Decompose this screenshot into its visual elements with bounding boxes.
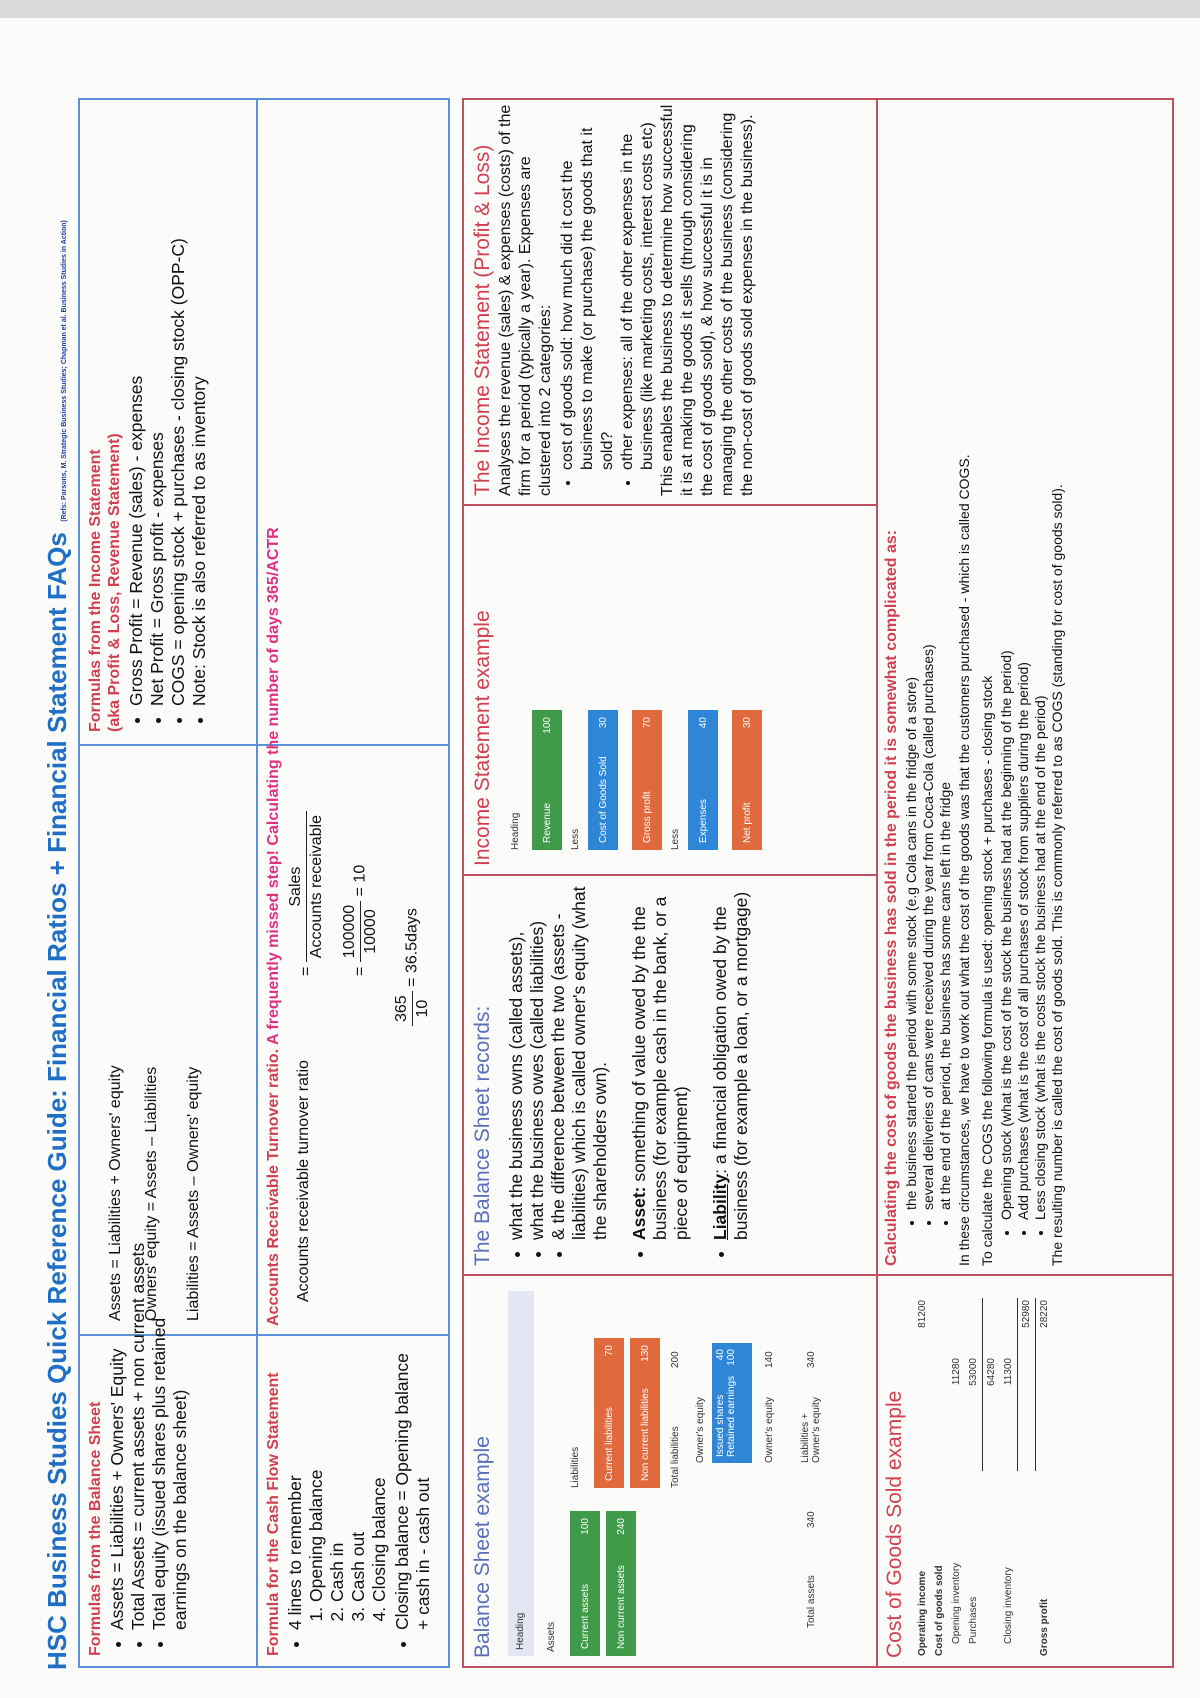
fraction-numerator: 365 xyxy=(392,991,413,1026)
owners-equity-total-label: Owner's equity xyxy=(764,1397,775,1463)
income-intro: Analyses the revenue (sales) & expenses (costs) of the firm for a period (typically a year). Expenses are clustered into 2 categories: xyxy=(497,104,554,496)
list-item: 1. Opening balance xyxy=(306,1346,327,1602)
owners-equity-label: Owner's equity xyxy=(695,1397,706,1463)
retained-earnings-label: Retained earnings xyxy=(726,1375,737,1457)
table-row xyxy=(1018,1298,1036,1658)
cogs-chip xyxy=(588,710,618,850)
row-label: Closing inventory xyxy=(1003,1567,1015,1644)
divider xyxy=(256,100,258,1666)
list-item: 2. Cash in xyxy=(327,1346,348,1602)
chip-label: Cost of Goods Sold xyxy=(597,756,609,843)
expenses-chip xyxy=(688,710,718,850)
list-item: • Note: Stock is also referred to as inventory xyxy=(189,102,210,706)
balance-example-title: Balance Sheet example xyxy=(471,1436,494,1658)
divider xyxy=(876,100,878,1666)
chip-label: Net profit xyxy=(741,802,753,843)
ar-days xyxy=(392,908,433,1026)
issued-shares-value: 40 xyxy=(715,1349,726,1361)
list-item: • what the business owns (called assets), xyxy=(506,886,527,1240)
income-formulas xyxy=(86,102,252,732)
formulas-box xyxy=(78,98,450,1668)
row-value: 11280 xyxy=(951,1358,962,1386)
chip-value: 240 xyxy=(615,1518,627,1535)
list-item: • several deliveries of cans were received during the year from Coca-Cola (called purchases) xyxy=(920,106,937,1210)
asset-definition xyxy=(629,886,692,1240)
ar-label: Accounts receivable turnover ratio xyxy=(295,1060,312,1302)
row-value: 53000 xyxy=(965,1298,983,1471)
current-assets-chip xyxy=(570,1511,600,1656)
equity-block xyxy=(712,1343,752,1463)
fraction-numerator: 100000 xyxy=(340,901,361,962)
heading-label: Heading xyxy=(515,1612,526,1650)
chip-value: 30 xyxy=(597,717,609,729)
ar-formula xyxy=(286,811,327,976)
row-label xyxy=(983,1471,1001,1658)
liab-plus-equity-label: Liabilities + Owner's equity xyxy=(800,1397,822,1463)
balance-sheet-example xyxy=(470,1282,870,1658)
liabilities-label: Liabilities xyxy=(570,1446,581,1488)
table-row xyxy=(914,1298,931,1658)
less-label: Less xyxy=(670,828,681,850)
table-row xyxy=(1036,1298,1054,1658)
heading-label: Heading xyxy=(510,812,521,850)
list-item: • cost of goods sold: how much did it cost the business to make (or purchase) the goods that it sold? xyxy=(558,104,618,470)
list-item: • Add purchases (what is the cost of all purchases of stock from suppliers during the period) xyxy=(1015,106,1032,1220)
divider xyxy=(464,874,876,876)
cogs-example xyxy=(882,1282,1167,1658)
row-value: 64280 xyxy=(986,1358,997,1386)
divider xyxy=(464,504,876,506)
cogs-example-title: Cost of Goods Sold example xyxy=(883,1390,906,1658)
cogs-explanation xyxy=(882,106,1167,1266)
list-item: • the business started the period with some stock (e.g Cola cans in the fridge of a store) xyxy=(903,106,920,1210)
fraction-denominator: 10 xyxy=(414,999,431,1018)
statements-box xyxy=(462,98,1174,1668)
ar-calc xyxy=(340,865,381,976)
gross-profit-chip xyxy=(632,710,662,850)
balance-records-title: The Balance Sheet records: xyxy=(471,1005,494,1266)
table-row xyxy=(983,1298,1001,1658)
owners-equity-total-value: 140 xyxy=(764,1351,775,1368)
fraction-denominator: 10000 xyxy=(362,909,379,954)
chip-label: Non current assets xyxy=(615,1565,627,1649)
table-row xyxy=(1000,1298,1018,1658)
asset-term: Asset: xyxy=(629,1186,649,1240)
income-closing: This enables the business to determine how successful it is at making the goods it sells (through considering the cost of goods sold), & how successful it is in managing the other costs of the business (considering the non-cost of goods sold expenses in the business). xyxy=(659,104,756,496)
income-statement-explainer xyxy=(470,104,870,496)
equation: Owners' equity = Assets – Liabilities xyxy=(143,1066,160,1321)
table-row xyxy=(965,1298,983,1658)
assets-label: Assets xyxy=(546,1621,557,1652)
liability-definition xyxy=(710,886,752,1240)
heading-bar xyxy=(508,1291,534,1656)
table-row xyxy=(931,1298,948,1658)
row-value xyxy=(931,1298,948,1471)
cogs-paragraph: In these circumstances, we have to work out what the cost of the goods was that the customers purchased - which is called COGS. xyxy=(956,454,972,1266)
equation: Assets = Liabilities + Owners' equity xyxy=(107,1065,124,1321)
list-item: • Closing balance = Opening balance + cash in - cash out xyxy=(392,1346,434,1630)
cogs-paragraph: The resulting number is called the cost of goods sold. This is commonly referred to as COGS (standing for cost of goods sold). xyxy=(1049,484,1065,1266)
document-page xyxy=(0,18,1200,1698)
chip-value: 40 xyxy=(697,717,709,729)
non-current-liabilities-chip xyxy=(630,1338,660,1488)
row-value: 28220 xyxy=(1039,1300,1050,1328)
income-formulas-heading: Formulas from the Income Statement xyxy=(87,449,104,732)
table-row xyxy=(948,1298,965,1658)
chip-value: 130 xyxy=(639,1345,651,1362)
balance-formulas-heading: Formulas from the Balance Sheet xyxy=(87,1401,104,1656)
net-profit-chip xyxy=(732,710,762,850)
chip-value: 100 xyxy=(579,1518,591,1535)
list-item: • & the difference between the two (assets - liabilities) which is called owner's equity (what the shareholders own). xyxy=(548,886,611,1240)
income-formulas-subheading: (aka Profit & Loss, Revenue Statement) xyxy=(106,433,123,732)
list-item: • Total equity (issued shares plus retained earnings on the balance sheet) xyxy=(149,1310,191,1630)
row-label: Operating income xyxy=(917,1570,928,1656)
chip-label: Non current liabilities xyxy=(639,1388,651,1481)
income-statement-title: The Income Statement (Profit & Loss) xyxy=(471,144,494,496)
list-item: • other expenses: all of the other expenses in the business (like marketing costs, interest costs etc) xyxy=(618,104,658,470)
equation: Liabilities = Assets – Owners' equity xyxy=(185,1066,202,1321)
row-label: Purchases xyxy=(968,1596,980,1644)
row-value: 52980 xyxy=(1018,1298,1036,1471)
chip-value: 70 xyxy=(641,717,653,729)
row-label: Opening inventory xyxy=(951,1562,962,1644)
liability-text: : a financial obligation owed by the business (for example a loan, or a mortgage) xyxy=(710,891,751,1240)
chip-label: Gross profit xyxy=(641,791,653,843)
row-value: 81200 xyxy=(917,1300,928,1328)
income-statement-example xyxy=(470,511,870,866)
ar-heading-red: Accounts Receivable Turnover ratio. xyxy=(265,1048,282,1326)
retained-earnings-value: 100 xyxy=(726,1349,737,1366)
asset-text: something of value owed by the the business (for example cash in the bank, or a piece of equipment) xyxy=(629,896,691,1240)
row-label: Cost of goods sold xyxy=(934,1565,945,1656)
liab-plus-equity-value: 340 xyxy=(806,1351,817,1368)
list-item: • at the end of the period, the business has some cans left in the fridge xyxy=(937,106,954,1210)
document-title: HSC Business Studies Quick Reference Guide: Financial Ratios + Financial Statement FAQs xyxy=(42,532,72,1670)
liability-term: Liability xyxy=(710,1173,730,1240)
list-item: • what the business owes (called liabilities) xyxy=(527,886,548,1240)
result: = 36.5days xyxy=(403,908,421,987)
total-liabilities-label: Total liabilities xyxy=(670,1426,681,1488)
list-item: 3. Cash out xyxy=(348,1346,369,1602)
references: (Refs: Parsons, M. Strategic Business Studies; Chapman et al. Business Studies in Action) xyxy=(61,220,68,522)
chip-label: Current assets xyxy=(579,1583,591,1649)
cogs-paragraph: To calculate the COGS the following formula is used: opening stock + purchases - closing stock xyxy=(979,675,995,1266)
row-value: 11300 xyxy=(1000,1298,1018,1471)
total-assets-label: Total assets xyxy=(806,1575,817,1628)
list-item: • Less closing stock (what is the costs stock the business had at the end of the period) xyxy=(1032,106,1049,1220)
chip-label: Current liabilities xyxy=(603,1407,615,1481)
chip-value: 30 xyxy=(741,717,753,729)
list-item: • Assets = Liabilities + Owners' Equity xyxy=(107,786,128,1630)
list-item: • Opening stock (what is the cost of the stock the business had at the beginning of the period) xyxy=(998,106,1015,1220)
result: = 10 xyxy=(351,864,369,897)
list-item: • Total Assets = current assets + non current assets xyxy=(128,786,149,1630)
cash-flow-formula xyxy=(264,1346,444,1656)
row-label: Gross profit xyxy=(1038,1598,1050,1656)
landscape-content xyxy=(40,78,1180,1678)
issued-shares-label: Issued shares xyxy=(715,1394,726,1457)
current-liabilities-chip xyxy=(594,1338,624,1488)
scan-edge xyxy=(0,0,1200,18)
total-liabilities-value: 200 xyxy=(670,1351,681,1368)
equations xyxy=(106,761,246,1321)
cogs-heading: Calculating the cost of goods the business has sold in the period it is somewhat complicated as: xyxy=(883,529,900,1266)
list-item: 4. Closing balance xyxy=(369,1346,390,1602)
list-item: • Gross Profit = Revenue (sales) - expenses xyxy=(126,102,147,706)
fraction-numerator: Sales xyxy=(286,811,307,962)
ar-heading xyxy=(264,106,283,1326)
list-item: • Net Profit = Gross profit - expenses xyxy=(147,102,168,706)
chip-value: 70 xyxy=(603,1345,615,1357)
revenue-chip xyxy=(532,710,562,850)
chip-label: Expenses xyxy=(697,799,709,843)
fraction-denominator: Accounts receivable xyxy=(308,815,325,959)
cash-flow-heading: Formula for the Cash Flow Statement xyxy=(265,1372,282,1656)
income-example-title: Income Statement example xyxy=(471,610,494,866)
list-item: • COGS = opening stock + purchases - closing stock (OPP-C) xyxy=(168,102,189,706)
page-title xyxy=(42,80,73,1670)
balance-sheet-records xyxy=(470,886,870,1266)
non-current-assets-chip xyxy=(606,1511,636,1656)
ar-turnover xyxy=(264,106,444,1326)
total-assets-value: 340 xyxy=(806,1511,817,1528)
equals: = xyxy=(297,966,315,976)
chip-value: 100 xyxy=(541,717,553,734)
less-label: Less xyxy=(570,828,581,850)
chip-label: Revenue xyxy=(541,802,553,843)
list-item: • 4 lines to remember xyxy=(285,1346,306,1630)
ar-heading-pink: A frequently missed step! Calculating the number of days 365/ACTR xyxy=(265,527,282,1046)
row-label xyxy=(1018,1471,1036,1658)
cogs-table xyxy=(914,1298,1053,1658)
divider xyxy=(464,1274,1172,1276)
equals: = xyxy=(351,966,369,976)
